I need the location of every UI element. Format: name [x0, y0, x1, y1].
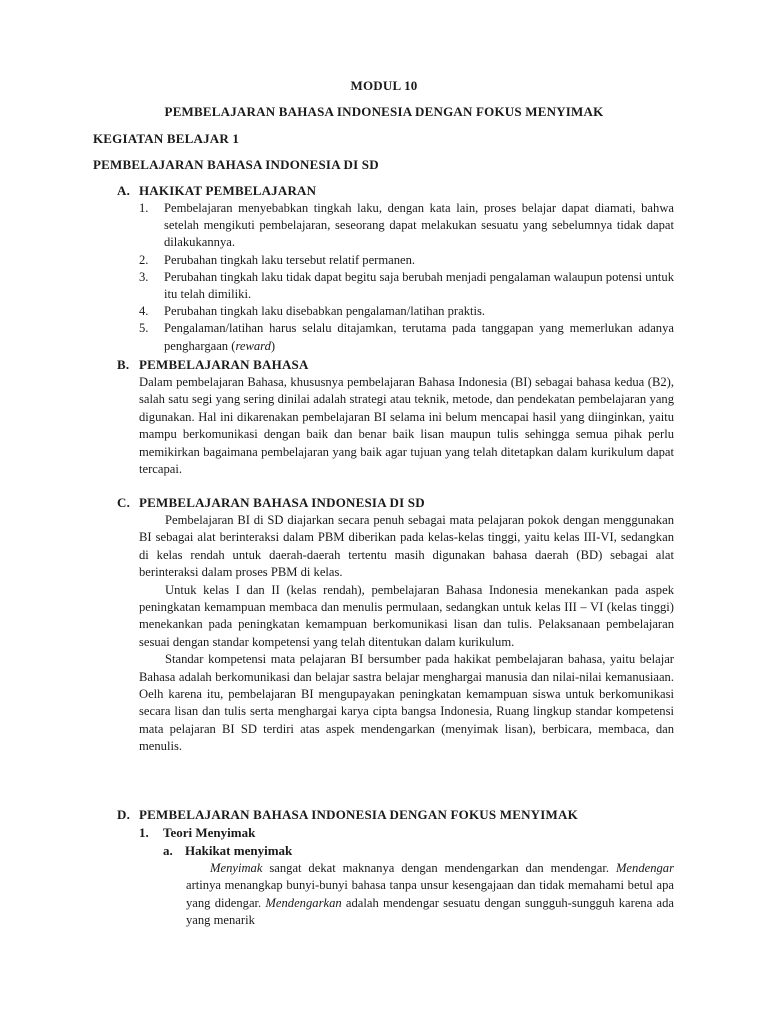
list-item: 1. Pembelajaran menyebabkan tingkah laku, dengan kata lain, proses belajar dapat diamati, bahwa setelah mengikuti pembelajaran, seseorang dapat melakukan sesuatu yang sebelumnya tidak dapat dilakukannya. — [139, 201, 674, 250]
section-c-paragraph-2: Untuk kelas I dan II (kelas rendah), pembelajaran Bahasa Indonesia menekankan pada aspek peningkatan kemampuan membaca dan menulis permulaan, sedangkan untuk kelas III – VI (kelas tinggi) menekankan pada peningkatan kemampuan berkomunikasi lisan dan tulis. Pelaksanaan pembelajaran sesuai dengan standar kompetensi yang telah ditentukan dalam kurikulum. — [139, 582, 674, 649]
section-a-title: HAKIKAT PEMBELAJARAN — [139, 183, 317, 198]
section-b-title: PEMBELAJARAN BAHASA — [139, 357, 309, 372]
section-b-label: B. — [117, 357, 130, 372]
section-d-heading — [117, 807, 578, 823]
kegiatan-title: PEMBELAJARAN BAHASA INDONESIA DI SD — [93, 157, 379, 172]
list-item: 3. Perubahan tingkah laku tidak dapat begitu saja berubah menjadi pengalaman walaupun potensi untuk itu telah dimiliki. — [139, 269, 674, 302]
list-item: 4. Perubahan tingkah laku disebabkan pengalaman/latihan praktis. — [139, 304, 486, 319]
subsection-a-heading: a. Hakikat menyimak — [163, 843, 293, 858]
section-c-title: PEMBELAJARAN BAHASA INDONESIA DI SD — [139, 495, 425, 510]
section-d-label: D. — [117, 807, 131, 822]
list-item: 2. Perubahan tingkah laku tersebut relatif permanen. — [139, 252, 416, 267]
main-title: PEMBELAJARAN BAHASA INDONESIA DENGAN FOKUS MENYIMAK — [164, 104, 604, 119]
section-c-label: C. — [117, 495, 131, 510]
section-c-paragraph-1: Pembelajaran BI di SD diajarkan secara penuh sebagai mata pelajaran pokok dengan menggunakan BI sebagai alat berinteraksi dalam PBM diberikan pada kelas-kelas tinggi, yaitu kelas III-VI, sedangkan di kelas rendah untuk daerah-daerah tertentu masih digunakan bahasa daerah (BD) sebagai alat berinteraksi dalam proses PBM di kelas. — [139, 513, 674, 580]
section-b-paragraph: Dalam pembelajaran Bahasa, khususnya pembelajaran Bahasa Indonesia (BI) sebagai bahasa kedua (B2), salah satu segi yang sering dinilai adalah strategi atau teknik, metode, dan pendekatan pembelajaran yang digunakan. Hal ini dikarenakan pembelajaran BI selama ini belum mencapai hasil yang diinginkan, yaitu mampu berkomunikasi dengan baik dan benar baik lisan maupun tulis sehingga semua pihak perlu memikirkan bagaimana pembelajaran yang baik agar tujuan yang telah ditetapkan dalam kurikulum dapat tercapai. — [139, 375, 674, 477]
section-d-title: PEMBELAJARAN BAHASA INDONESIA DENGAN FOKUS MENYIMAK — [139, 807, 578, 822]
list-item: 5. Pengalaman/latihan harus selalu ditajamkan, terutama pada tanggapan yang memerlukan adanya penghargaan (reward) — [139, 321, 674, 353]
modul-number: MODUL 10 — [350, 78, 418, 93]
section-c-body — [0, 512, 674, 756]
section-b-heading — [117, 357, 309, 373]
subsection-1-heading: 1. Teori Menyimak — [139, 825, 256, 840]
kegiatan-heading: KEGIATAN BELAJAR 1 — [93, 131, 240, 146]
section-a-heading — [117, 183, 316, 199]
section-c-paragraph-3: Standar kompetensi mata pelajaran BI bersumber pada hakikat pembelajaran bahasa, yaitu belajar Bahasa adalah berkomunikasi dan belajar sastra belajar menghargai manusia dan nilai-nilai kemanusiaan. Oelh karena itu, pembelajaran BI mengupayakan peningkatan kemampuan siswa untuk berkomunikasi secara lisan dan tulis serta menghargai karya cipta bangsa Indonesia, Ruang lingkup standar kompetensi mata pelajaran BI SD terdiri atas aspek mendengarkan (menyimak lisan), berbicara, membaca, dan menulis. — [139, 652, 674, 754]
section-a-list — [139, 200, 674, 355]
section-d-paragraph: Menyimak sangat dekat maknanya dengan mendengarkan dan mendengar. Mendengar artinya menangkap bunyi-bunyi bahasa tanpa unsur kesengajaan dan tidak memahami betul apa yang didengar. Mendengarkan adalah mendengar sesuatu dengan sungguh-sungguh karena ada yang menarik — [186, 861, 674, 928]
section-c-heading — [117, 495, 425, 511]
section-a-label: A. — [117, 183, 131, 198]
